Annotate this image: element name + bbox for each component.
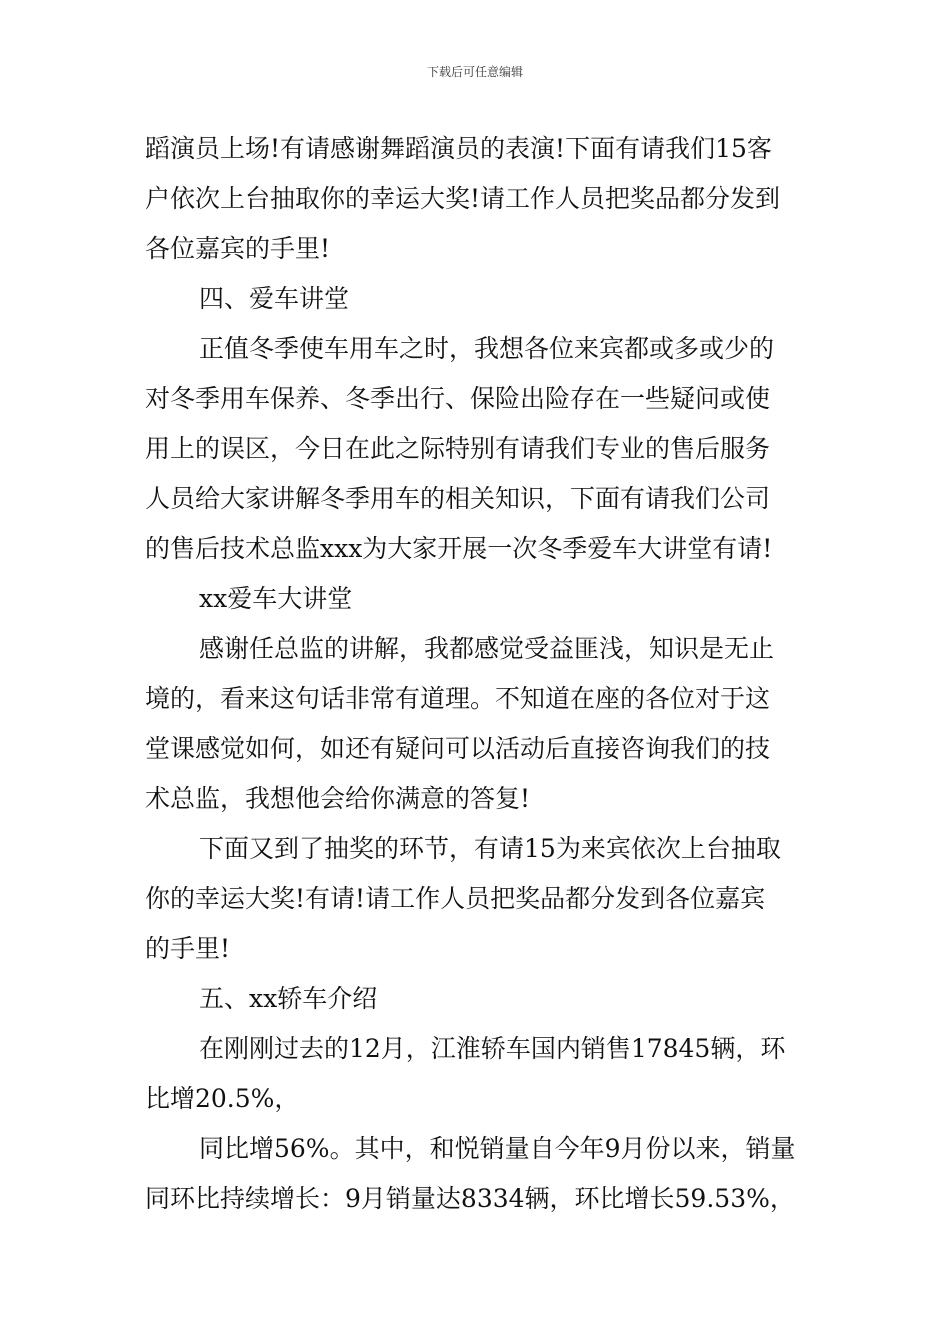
text-line: 用上的误区，今日在此之际特别有请我们专业的售后服务	[145, 434, 771, 463]
text-line: 的售后技术总监xxx为大家开展一次冬季爱车大讲堂有请!	[145, 534, 773, 563]
text-line: 同环比持续增长：9月销量达8334辆，环比增长59.53%，	[145, 1184, 795, 1213]
text-line: 感谢任总监的讲解，我都感觉受益匪浅，知识是无止	[199, 634, 775, 663]
text-line: 各位嘉宾的手里!	[145, 234, 331, 263]
text-line: 术总监，我想他会给你满意的答复!	[145, 784, 531, 813]
text-line: 堂课感觉如何，如还有疑问可以活动后直接咨询我们的技	[145, 734, 771, 763]
text-line: 境的，看来这句话非常有道理。不知道在座的各位对于这	[145, 684, 771, 713]
text-line: 下面又到了抽奖的环节，有请15为来宾依次上台抽取	[199, 834, 781, 863]
text-line: 同比增56%。其中，和悦销量自今年9月份以来，销量	[199, 1134, 796, 1163]
text-line: 的手里!	[145, 934, 231, 963]
text-line: 户依次上台抽取你的幸运大奖!请工作人员把奖品都分发到	[145, 184, 781, 213]
text-line: 对冬季用车保养、冬季出行、保险出险存在一些疑问或使	[145, 384, 771, 413]
document-body	[145, 124, 810, 1224]
text-line: 人员给大家讲解冬季用车的相关知识，下面有请我们公司	[145, 484, 771, 513]
text-line: 蹈演员上场!有请感谢舞蹈演员的表演!下面有请我们15客	[145, 134, 772, 163]
section-heading: 五、xx轿车介绍	[199, 984, 378, 1013]
text-line: 比增20.5%，	[145, 1084, 300, 1113]
text-line: 正值冬季使车用车之时，我想各位来宾都或多或少的	[199, 334, 775, 363]
section-heading: 四、爱车讲堂	[199, 284, 350, 313]
text-line: 在刚刚过去的12月，江淮轿车国内销售17845辆，环	[199, 1034, 786, 1063]
text-line: 你的幸运大奖!有请!请工作人员把奖品都分发到各位嘉宾	[145, 884, 766, 913]
page-header: 下载后可任意编辑	[426, 65, 523, 79]
section-heading: xx爱车大讲堂	[199, 584, 353, 613]
